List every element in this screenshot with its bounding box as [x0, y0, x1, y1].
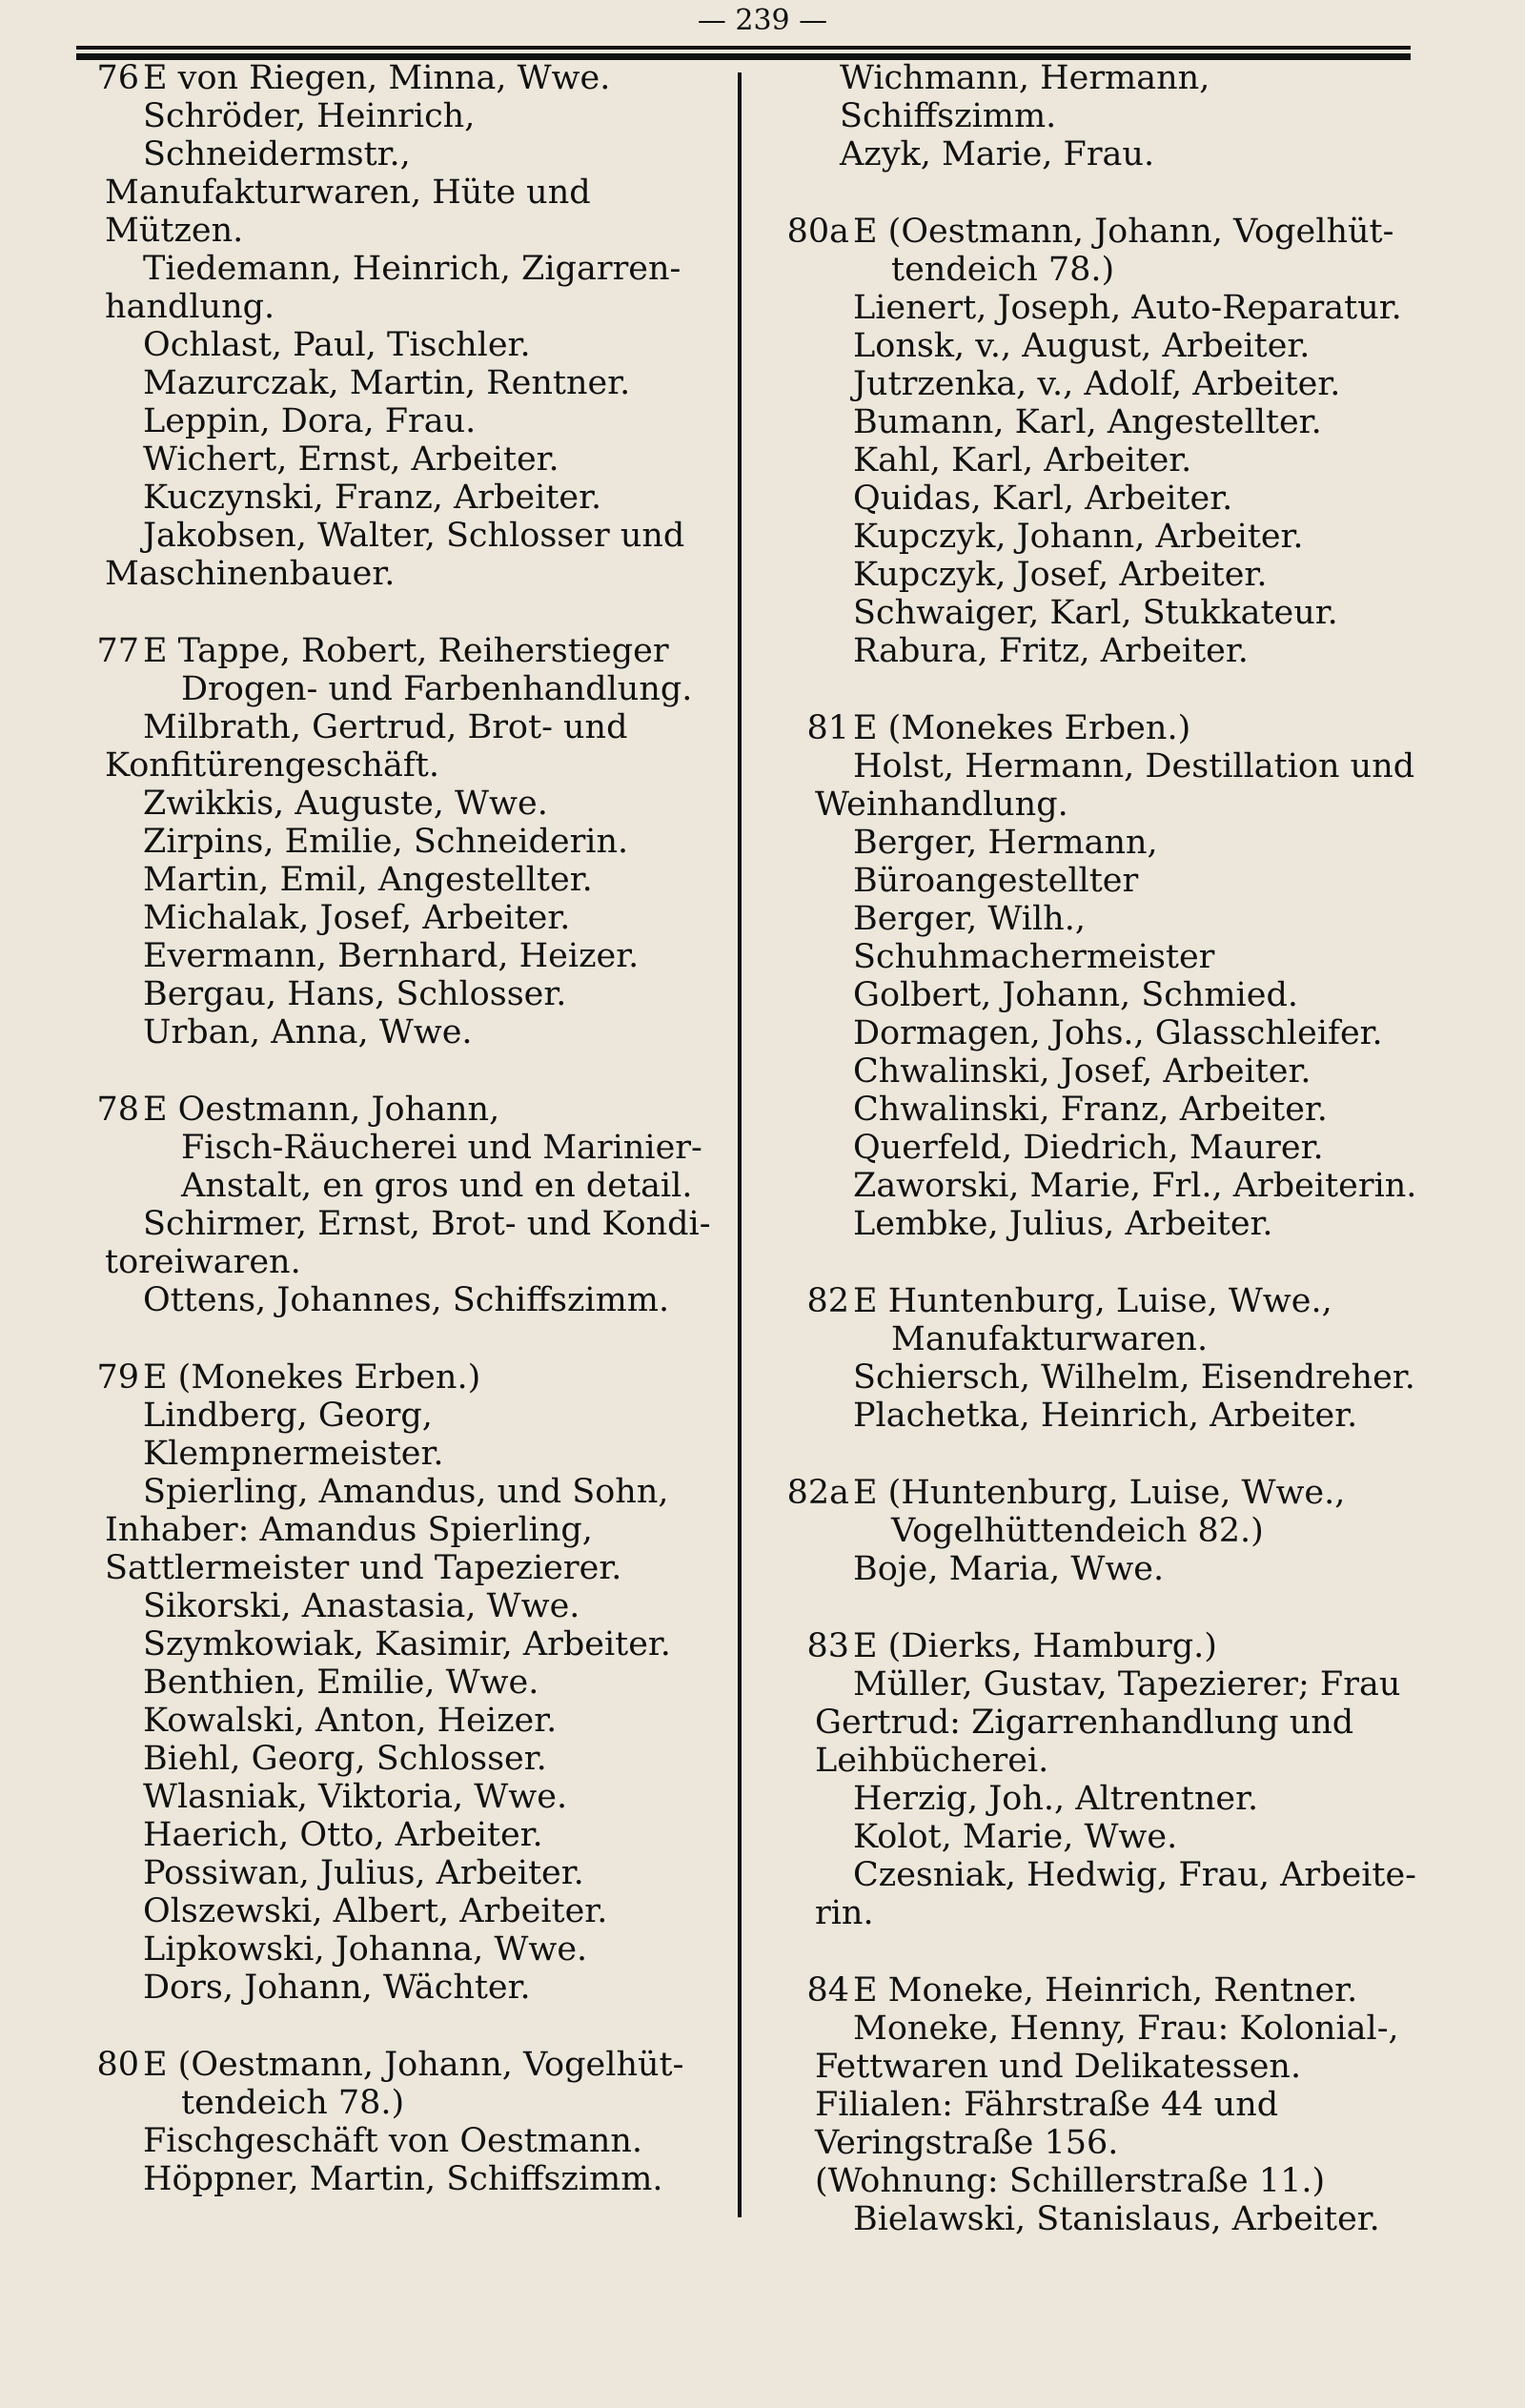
resident-line: Wichert, Ernst, Arbeiter.: [143, 440, 559, 479]
resident-line: Konfitürengeschäft.: [105, 746, 439, 785]
resident-line: Lindberg, Georg, Klempnermeister.: [143, 1397, 444, 1473]
resident-line: Golbert, Johann, Schmied.: [853, 976, 1298, 1014]
heading-line: E (Huntenburg, Luise, Wwe.,: [853, 1474, 1346, 1512]
resident-line: Szymkowiak, Kasimir, Arbeiter.: [143, 1625, 671, 1663]
resident-line: Quidas, Karl, Arbeiter.: [853, 480, 1233, 518]
house-number: 80: [96, 2046, 139, 2084]
house-entry-84: [777, 1971, 1434, 2238]
resident-line: Leppin, Dora, Frau.: [143, 402, 477, 440]
resident-line: Wichmann, Hermann, Schiffszimm.: [840, 59, 1210, 135]
resident-line: Lipkowski, Johanna, Wwe.: [143, 1930, 588, 1969]
entry-heading: [777, 1474, 1434, 1550]
heading-line: E (Dierks, Hamburg.): [853, 1627, 1217, 1665]
entry-heading: [67, 2046, 724, 2122]
entry-heading: [777, 1971, 1434, 2010]
house-entry-79: [67, 1358, 724, 2007]
resident-line: Querfeld, Diedrich, Maurer.: [853, 1129, 1324, 1167]
resident-line: Bergau, Hans, Schlosser.: [143, 975, 567, 1013]
resident-line: Lonsk, v., August, Arbeiter.: [853, 327, 1311, 365]
resident-line: rin.: [815, 1894, 874, 1932]
left-column: [67, 59, 724, 2237]
house-entry-80: [67, 2046, 724, 2198]
heading-line: E (Oestmann, Johann, Vogelhüt-: [853, 213, 1394, 251]
resident-line: Haerich, Otto, Arbeiter.: [143, 1816, 543, 1854]
resident-line: Dors, Johann, Wächter.: [143, 1969, 531, 2007]
heading-line: tendeich 78.): [181, 2084, 405, 2122]
resident-line: Jutrzenka, v., Adolf, Arbeiter.: [853, 365, 1341, 403]
resident-line: Zwikkis, Auguste, Wwe.: [143, 785, 548, 823]
resident-line: Berger, Wilh., Schuhmachermeister: [853, 900, 1215, 976]
resident-line: Holst, Hermann, Destillation und: [853, 747, 1415, 786]
resident-line: Müller, Gustav, Tapezierer; Frau: [853, 1665, 1401, 1704]
resident-line: Kupczyk, Johann, Arbeiter.: [853, 518, 1304, 556]
heading-line: Drogen- und Farbenhandlung.: [181, 670, 693, 708]
resident-line: Benthien, Emilie, Wwe.: [143, 1663, 539, 1702]
resident-line: Schwaiger, Karl, Stukkateur.: [853, 594, 1338, 632]
resident-line: Bielawski, Stanislaus, Arbeiter.: [853, 2200, 1380, 2238]
house-number: 77: [96, 632, 139, 670]
heading-line: E Moneke, Heinrich, Rentner.: [853, 1971, 1358, 2010]
resident-line: Sikorski, Anastasia, Wwe.: [143, 1587, 580, 1625]
resident-line: Lembke, Julius, Arbeiter.: [853, 1205, 1273, 1243]
resident-line: Ottens, Johannes, Schiffszimm.: [143, 1281, 670, 1319]
resident-line: Spierling, Amandus, und Sohn,: [143, 1473, 669, 1511]
entry-heading: [67, 1358, 724, 1397]
house-number: 80a: [786, 213, 849, 251]
heading-line: E Tappe, Robert, Reiherstieger: [143, 632, 669, 670]
resident-line: Rabura, Fritz, Arbeiter.: [853, 632, 1249, 670]
house-entry-82: [777, 1282, 1434, 1435]
resident-line: Mazurczak, Martin, Rentner.: [143, 364, 631, 402]
house-entry-78: [67, 1091, 724, 1319]
resident-line: Fischgeschäft von Oestmann.: [143, 2122, 643, 2160]
resident-line: Michalak, Josef, Arbeiter.: [143, 899, 571, 937]
heading-line: E von Riegen, Minna, Wwe.: [143, 59, 611, 97]
house-entry-77: [67, 632, 724, 1051]
house-entry-82a: [777, 1474, 1434, 1588]
resident-line: Boje, Maria, Wwe.: [853, 1550, 1165, 1588]
house-number: 84: [806, 1971, 849, 2010]
resident-line: handlung.: [105, 288, 275, 326]
house-number: 79: [96, 1358, 139, 1397]
resident-line: Evermann, Bernhard, Heizer.: [143, 937, 640, 975]
resident-line: Biehl, Georg, Schlosser.: [143, 1740, 547, 1778]
right-column: [777, 59, 1434, 2277]
resident-line: Leihbücherei.: [815, 1742, 1049, 1780]
entry-heading: [777, 1282, 1434, 1358]
resident-line: Kolot, Marie, Wwe.: [853, 1818, 1178, 1856]
resident-line: Possiwan, Julius, Arbeiter.: [143, 1854, 584, 1892]
resident-line: Bumann, Karl, Angestellter.: [853, 403, 1322, 441]
resident-line: Milbrath, Gertrud, Brot- und: [143, 708, 628, 746]
resident-line: Dormagen, Johs., Glasschleifer.: [853, 1014, 1383, 1052]
resident-line: Lienert, Joseph, Auto-Reparatur.: [853, 289, 1402, 327]
resident-line: Ochlast, Paul, Tischler.: [143, 326, 531, 364]
entry-heading: [777, 709, 1434, 747]
entry-heading: [67, 59, 724, 97]
resident-line: Gertrud: Zigarrenhandlung und: [815, 1704, 1354, 1742]
resident-line: Czesniak, Hedwig, Frau, Arbeite-: [853, 1856, 1417, 1894]
entry-heading: [67, 632, 724, 708]
resident-line: Zirpins, Emilie, Schneiderin.: [143, 823, 629, 861]
entry-heading: [67, 1091, 724, 1205]
house-number: 81: [806, 709, 849, 747]
resident-line: Veringstraße 156.: [815, 2124, 1119, 2162]
entry-heading: [777, 213, 1434, 289]
resident-line: Schiersch, Wilhelm, Eisendreher.: [853, 1358, 1415, 1397]
house-number: 78: [96, 1091, 139, 1129]
resident-line: Wlasniak, Viktoria, Wwe.: [143, 1778, 568, 1816]
header-rule: [76, 46, 1411, 50]
heading-line: tendeich 78.): [891, 251, 1115, 289]
resident-line: Mützen.: [105, 212, 244, 250]
resident-line: Weinhandlung.: [815, 786, 1068, 824]
house-number: 83: [806, 1627, 849, 1665]
resident-line: Schröder, Heinrich, Schneidermstr.,: [143, 97, 476, 173]
heading-line: Fisch-Räucherei und Marinier-: [181, 1129, 702, 1167]
house-number: 76: [96, 59, 139, 97]
house-entry-76: [67, 59, 724, 593]
resident-line: Olszewski, Albert, Arbeiter.: [143, 1892, 608, 1930]
resident-line: Herzig, Joh., Altrentner.: [853, 1780, 1259, 1818]
resident-line: Höppner, Martin, Schiffszimm.: [143, 2160, 663, 2198]
resident-line: Schirmer, Ernst, Brot- und Kondi-: [143, 1205, 711, 1243]
resident-line: (Wohnung: Schillerstraße 11.): [815, 2162, 1326, 2200]
resident-line: Chwalinski, Franz, Arbeiter.: [853, 1091, 1328, 1129]
house-entry-83: [777, 1627, 1434, 1932]
resident-line: Manufakturwaren, Hüte und: [105, 173, 591, 212]
heading-line: Manufakturwaren.: [891, 1320, 1209, 1358]
resident-line: Martin, Emil, Angestellter.: [143, 861, 593, 899]
resident-line: Kowalski, Anton, Heizer.: [143, 1702, 558, 1740]
resident-line: Filialen: Fährstraße 44 und: [815, 2086, 1279, 2124]
heading-line: E (Monekes Erben.): [853, 709, 1191, 747]
column-divider: [738, 72, 742, 2217]
resident-line: Kupczyk, Josef, Arbeiter.: [853, 556, 1268, 594]
resident-line: Chwalinski, Josef, Arbeiter.: [853, 1052, 1312, 1091]
heading-line: Anstalt, en gros und en detail.: [181, 1167, 693, 1205]
house-entry-80-continued: [777, 59, 1434, 173]
heading-line: E (Monekes Erben.): [143, 1358, 481, 1397]
resident-line: Berger, Hermann, Büroangestellter: [853, 824, 1158, 900]
heading-line: E Oestmann, Johann,: [143, 1091, 500, 1129]
resident-line: Inhaber: Amandus Spierling,: [105, 1511, 593, 1549]
heading-line: Vogelhüttendeich 82.): [891, 1512, 1264, 1550]
house-entry-80a: [777, 213, 1434, 670]
house-number: 82: [806, 1282, 849, 1320]
resident-line: Plachetka, Heinrich, Arbeiter.: [853, 1397, 1358, 1435]
heading-line: E (Oestmann, Johann, Vogelhüt-: [143, 2046, 684, 2084]
resident-line: Zaworski, Marie, Frl., Arbeiterin.: [853, 1167, 1417, 1205]
resident-line: Urban, Anna, Wwe.: [143, 1013, 473, 1051]
entry-heading: [777, 1627, 1434, 1665]
house-entry-81: [777, 709, 1434, 1243]
page-number: — 239 —: [0, 4, 1525, 37]
resident-line: toreiwaren.: [105, 1243, 301, 1281]
heading-line: E Huntenburg, Luise, Wwe.,: [853, 1282, 1332, 1320]
resident-line: Jakobsen, Walter, Schlosser und: [143, 517, 685, 555]
resident-line: Kuczynski, Franz, Arbeiter.: [143, 479, 602, 517]
resident-line: Tiedemann, Heinrich, Zigarren-: [143, 250, 681, 288]
resident-line: Fettwaren und Delikatessen.: [815, 2048, 1302, 2086]
house-number: 82a: [786, 1474, 849, 1512]
resident-line: Moneke, Henny, Frau: Kolonial-,: [853, 2010, 1399, 2048]
resident-line: Azyk, Marie, Frau.: [840, 135, 1155, 173]
resident-line: Sattlermeister und Tapezierer.: [105, 1549, 622, 1587]
resident-line: Maschinenbauer.: [105, 555, 396, 593]
resident-line: Kahl, Karl, Arbeiter.: [853, 441, 1192, 480]
